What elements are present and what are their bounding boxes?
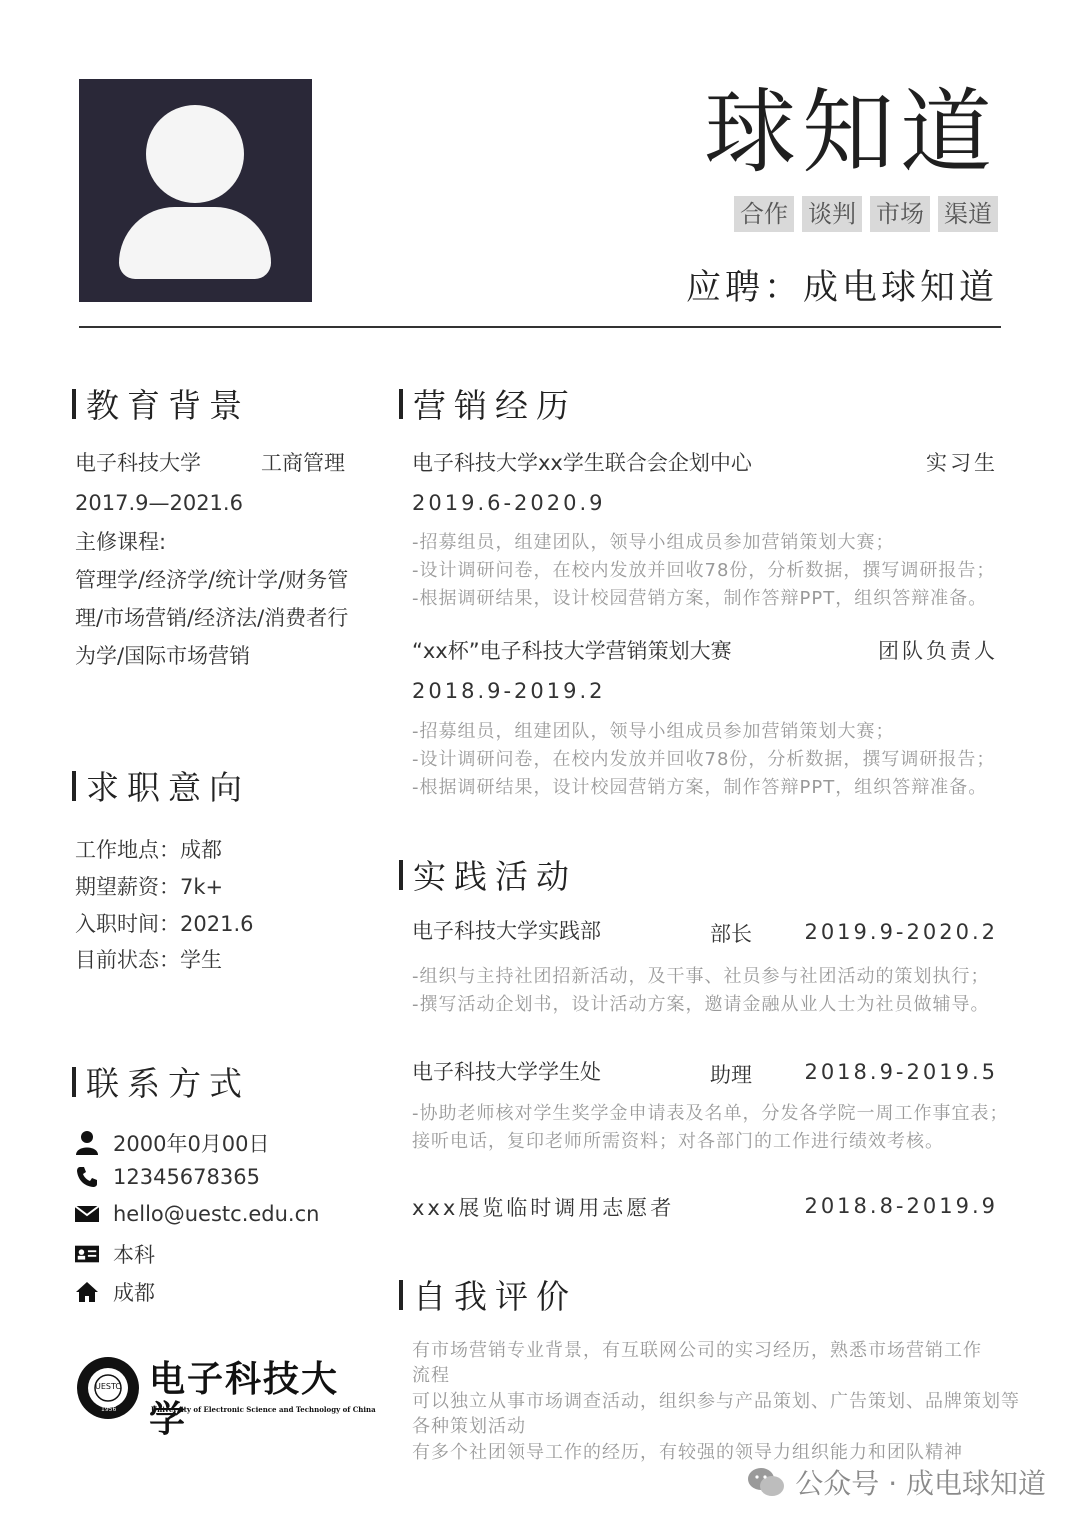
contact-phone	[75, 1165, 260, 1189]
marketing-detail: -设计调研问卷，在校内发放并回收78份，分析数据，撰写调研报告；	[412, 749, 996, 770]
intention-title: 求职意向	[86, 768, 250, 807]
tag: 渠道	[938, 196, 998, 232]
marketing-period: 2018.9-2019.2	[412, 679, 606, 703]
university-name-en: University of Electronic Science and Technology of China	[151, 1405, 376, 1414]
marketing-detail: -根据调研结果，设计校园营销方案，制作答辩PPT，组织答辩准备。	[412, 777, 988, 798]
practice-detail: 接听电话，复印老师所需资料；对各部门的工作进行绩效考核。	[412, 1131, 944, 1152]
marketing-org: 电子科技大学xx学生联合会企划中心	[412, 451, 752, 475]
edu-courses-label: 主修课程:	[75, 530, 167, 554]
heading-bar	[399, 389, 403, 419]
university-name-cn: 电子科技大学	[149, 1358, 340, 1440]
header-divider	[79, 326, 1001, 328]
watermark-text: 公众号 · 成电球知道	[795, 1467, 1046, 1500]
marketing-role: 团队负责人	[878, 639, 998, 663]
practice-role: 助理	[710, 1063, 752, 1087]
practice-detail: -撰写活动企划书，设计活动方案，邀请金融从业人士为社员做辅导。	[412, 994, 990, 1015]
intention-line: 工作地点：成都	[75, 838, 222, 862]
wechat-icon	[747, 1466, 785, 1498]
self-eval-line: 有多个社团领导工作的经历，有较强的领导力组织能力和团队精神	[412, 1442, 963, 1463]
contact-address	[75, 1277, 155, 1307]
marketing-detail: -根据调研结果，设计校园营销方案，制作答辩PPT，组织答辩准备。	[412, 588, 988, 609]
avatar-head	[146, 105, 244, 203]
self-eval-line: 可以独立从事市场调查活动，组织参与产品策划、广告策划、品牌策划等	[412, 1391, 1020, 1412]
education-heading	[72, 380, 250, 427]
marketing-title: 营销经历	[413, 386, 577, 425]
marketing-period: 2019.6-2020.9	[412, 491, 606, 515]
practice-detail: -协助老师核对学生奖学金申请表及名单，分发各学院一周工作事宜表；	[412, 1103, 1009, 1124]
education-title: 教育背景	[86, 386, 250, 425]
intention-line: 期望薪资：7k+	[75, 875, 224, 899]
intention-line: 目前状态：学生	[75, 948, 222, 972]
contact-text: 成都	[113, 1281, 155, 1305]
practice-period: 2018.8-2019.9	[804, 1194, 998, 1218]
edu-courses-line: 管理学/经济学/统计学/财务管	[75, 568, 349, 592]
phone-icon	[75, 1165, 99, 1189]
practice-period: 2018.9-2019.5	[804, 1060, 998, 1084]
contact-text: 12345678365	[113, 1165, 260, 1189]
contact-text: hello@uestc.edu.cn	[113, 1202, 320, 1226]
practice-org: xxx展览临时调用志愿者	[412, 1196, 675, 1220]
heading-bar	[399, 1280, 403, 1310]
seal-year: 1956	[101, 1406, 117, 1413]
tag: 谈判	[802, 196, 862, 232]
candidate-name: 球知道	[703, 79, 998, 186]
contact-text: 本科	[113, 1243, 155, 1267]
marketing-role: 实习生	[926, 451, 998, 475]
edu-major: 工商管理	[261, 451, 345, 475]
tag: 市场	[870, 196, 930, 232]
heading-bar	[72, 771, 76, 801]
heading-bar	[399, 860, 403, 890]
practice-period: 2019.9-2020.2	[804, 920, 998, 944]
contact-text: 2000年0月00日	[113, 1132, 270, 1156]
contact-title: 联系方式	[86, 1064, 250, 1103]
practice-title: 实践活动	[413, 857, 577, 896]
contact-birthday	[75, 1128, 270, 1158]
practice-heading	[399, 851, 577, 898]
heading-bar	[72, 389, 76, 419]
intention-heading	[72, 762, 250, 809]
marketing-heading	[399, 380, 577, 427]
marketing-detail: -招募组员，组建团队，领导小组成员参加营销策划大赛；	[412, 532, 895, 553]
practice-org: 电子科技大学实践部	[412, 919, 601, 943]
self-eval-line: 各种策划活动	[412, 1416, 526, 1437]
person-icon	[75, 1131, 99, 1155]
seal-text: UESTC	[95, 1382, 121, 1391]
edu-courses-line: 为学/国际市场营销	[75, 644, 251, 668]
avatar-body	[119, 207, 271, 279]
avatar	[79, 79, 312, 302]
marketing-org: “xx杯”电子科技大学营销策划大赛	[412, 639, 732, 663]
tag-list	[734, 196, 998, 232]
tag: 合作	[734, 196, 794, 232]
practice-role: 部长	[710, 922, 752, 946]
marketing-detail: -招募组员，组建团队，领导小组成员参加营销策划大赛；	[412, 721, 895, 742]
practice-org: 电子科技大学学生处	[412, 1060, 601, 1084]
contact-email	[75, 1202, 319, 1226]
self-eval-line: 流程	[412, 1365, 450, 1386]
university-logo	[75, 1355, 376, 1440]
intention-line: 入职时间：2021.6	[75, 912, 254, 936]
self-eval-line: 有市场营销专业背景，有互联网公司的实习经历，熟悉市场营销工作	[412, 1340, 982, 1361]
apply-position: 应聘：成电球知道	[685, 268, 998, 308]
marketing-detail: -设计调研问卷，在校内发放并回收78份，分析数据，撰写调研报告；	[412, 560, 996, 581]
practice-detail: -组织与主持社团招新活动，及干事、社员参与社团活动的策划执行；	[412, 966, 990, 987]
contact-degree	[75, 1239, 155, 1269]
watermark	[747, 1462, 1046, 1502]
mail-icon	[75, 1202, 99, 1226]
edu-school: 电子科技大学	[75, 451, 201, 475]
id-card-icon	[75, 1242, 99, 1266]
contact-heading	[72, 1058, 250, 1105]
home-icon	[75, 1280, 99, 1304]
edu-period: 2017.9—2021.6	[75, 491, 243, 515]
heading-bar	[72, 1067, 76, 1097]
self-eval-heading	[399, 1271, 577, 1318]
self-eval-title: 自我评价	[413, 1277, 577, 1316]
edu-courses-line: 理/市场营销/经济法/消费者行	[75, 606, 349, 630]
